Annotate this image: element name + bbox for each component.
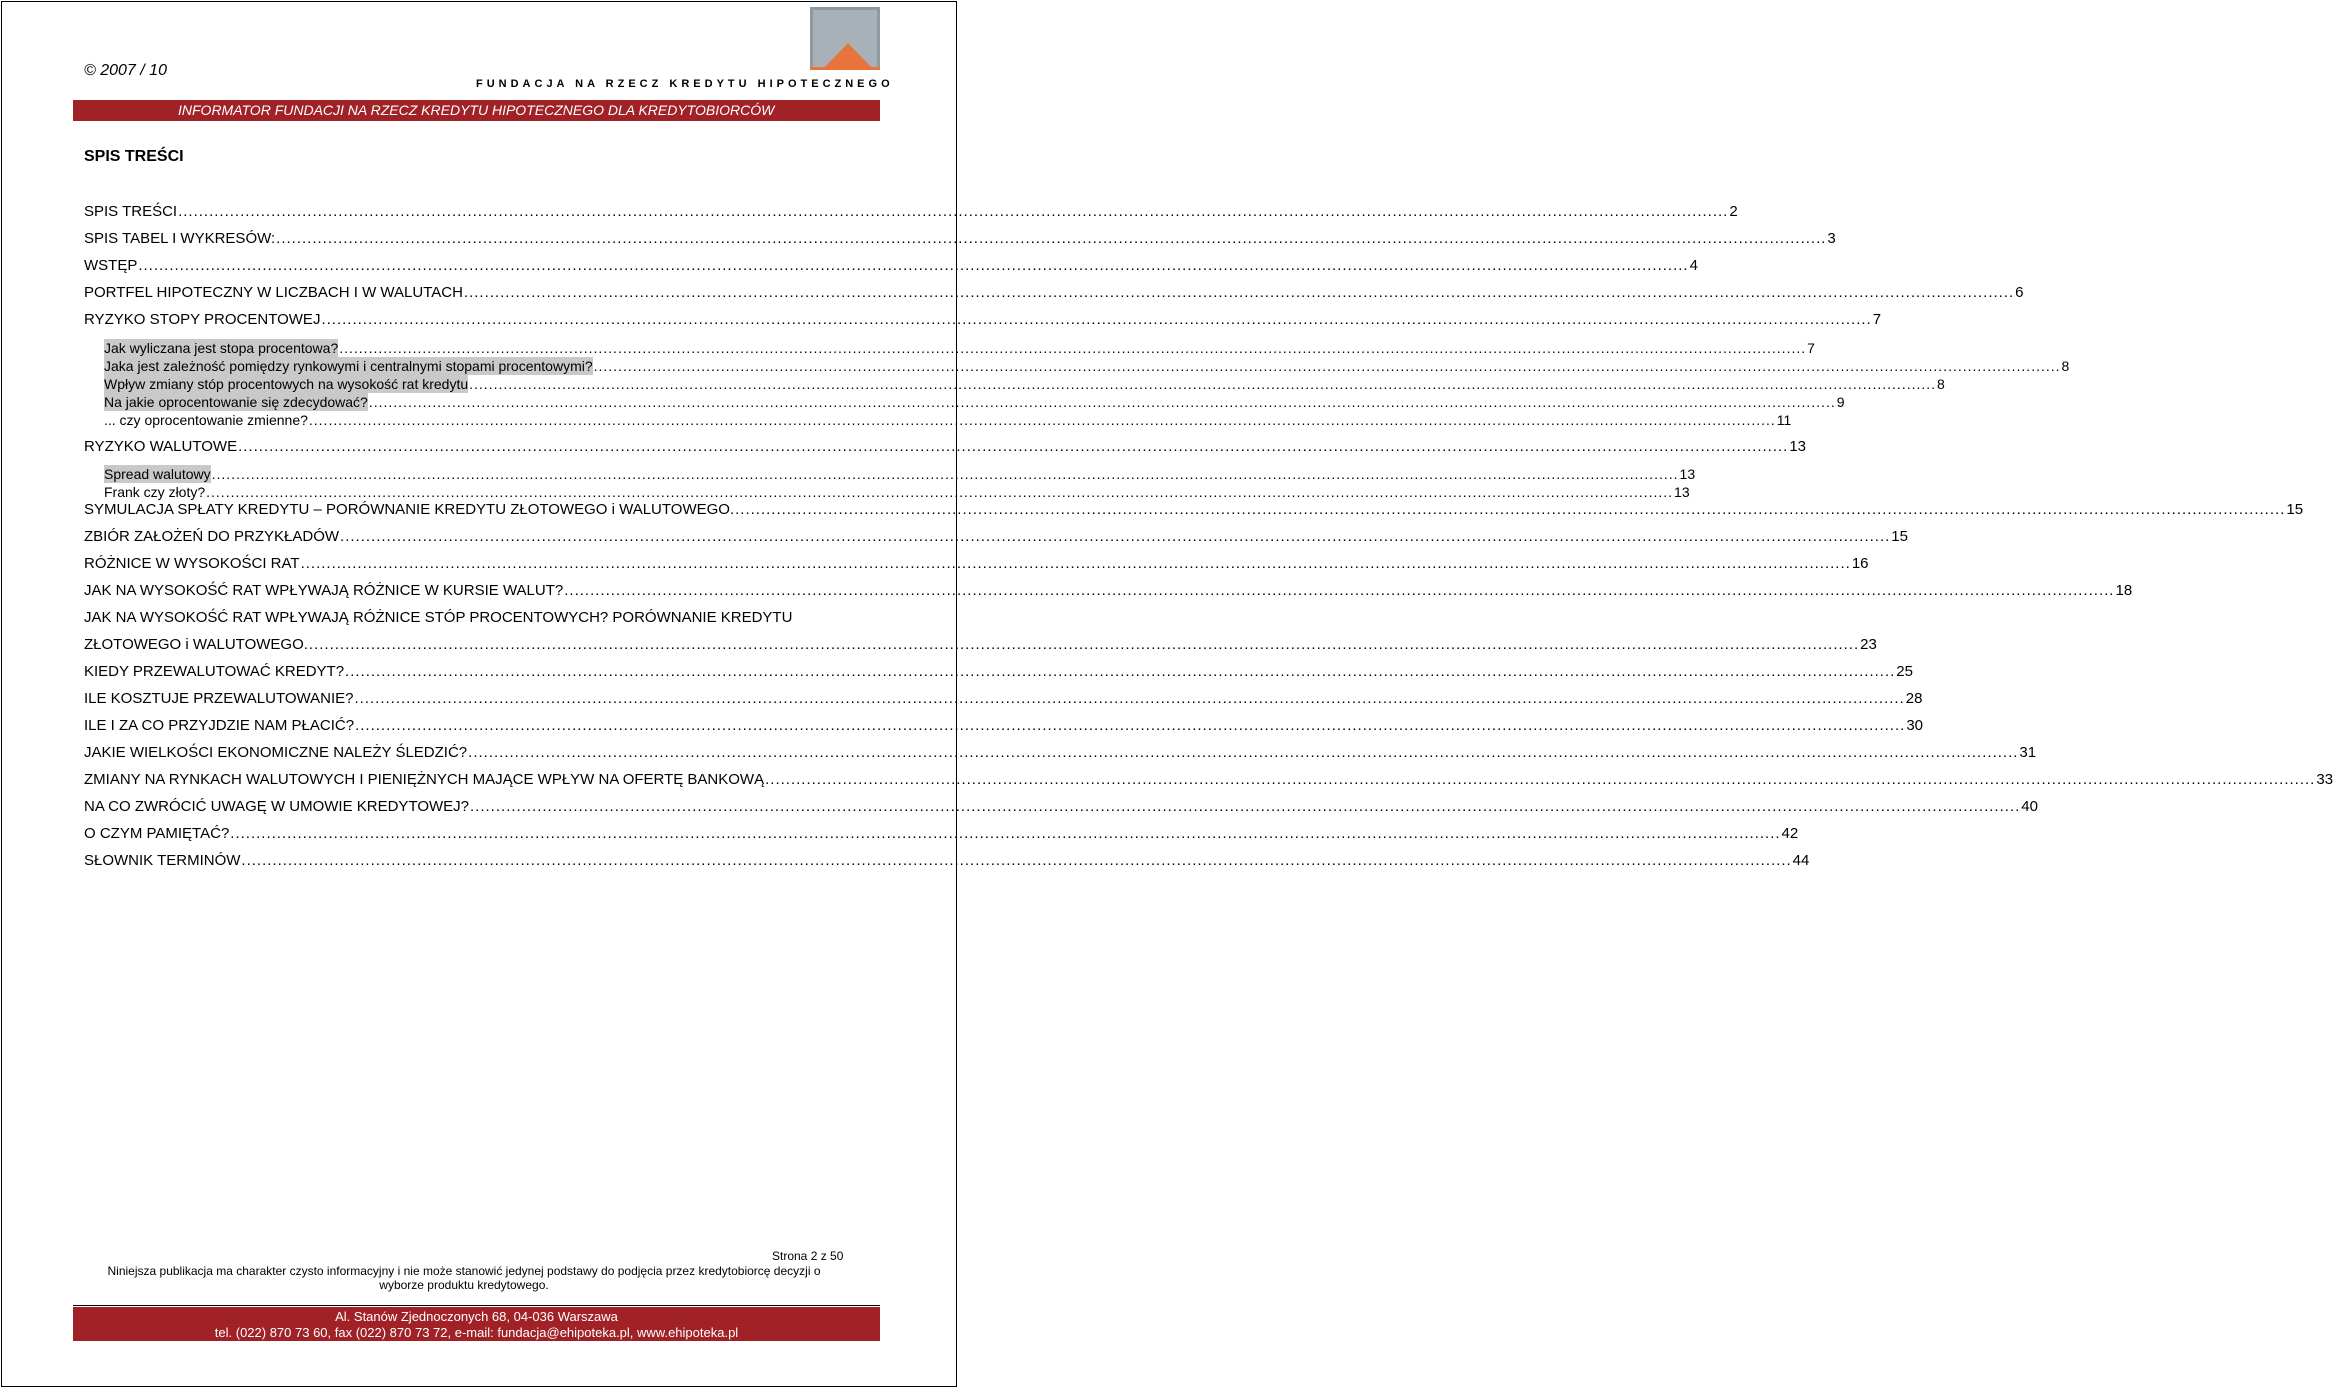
toc-entry[interactable] [84,528,1908,546]
toc-entry[interactable] [84,663,1913,681]
toc-entry[interactable] [84,555,1869,573]
toc-dot-leader: ............................................................................................................................................................................................................................................................................................................ [276,230,1827,247]
toc-entry[interactable] [104,339,1815,357]
toc-entry-title: NA CO ZWRÓCIĆ UWAGĘ W UMOWIE KREDYTOWEJ? [84,798,470,815]
toc-entry-title: Frank czy złoty? [104,484,206,500]
toc-entry[interactable] [84,690,1923,708]
footer-contact: tel. (022) 870 73 60, fax (022) 870 73 72, e-mail: fundacja@ehipoteka.pl, www.ehipoteka.pl [214,1325,739,1340]
toc-entry-title: PORTFEL HIPOTECZNY W LICZBACH I W WALUTACH [84,284,463,301]
toc-entry-page: 16 [1851,555,1869,572]
toc-entry-page: 7 [1872,311,1882,328]
toc-entry-page: 13 [1674,484,1690,500]
toc-dot-leader: ............................................................................................................................................................................................................................................................................................................ [178,203,1729,220]
toc-entry-page: 2 [1729,203,1738,220]
toc-entry-page: 25 [1896,663,1913,680]
toc-entry-title: ILE KOSZTUJE PRZEWALUTOWANIE? [84,690,354,707]
toc-entry-title: SŁOWNIK TERMINÓW [84,852,241,869]
toc-entry-title: ZMIANY NA RYNKACH WALUTOWYCH I PIENIĘŻNYCH MAJĄCE WPŁYW NA OFERTĘ BANKOWĄ [84,771,765,788]
toc-entry-page: 28 [1905,690,1923,707]
toc-entry-page: 3 [1827,230,1836,247]
toc-entry-page: 11 [1776,412,1792,428]
disclaimer: Niniejsza publikacja ma charakter czysto informacyjny i nie może stanowić jedynej podstawy do podjęcia przez kredytobiorcę decyzji o wyborze produktu kredytowego. [107,1264,821,1292]
toc-dot-leader: ............................................................................................................................................................................................................................................................................................................ [339,340,1807,356]
toc-entry-title: Na jakie oprocentowanie się zdecydować? [104,394,368,410]
toc-entry[interactable] [84,852,1810,870]
toc-entry-page: 13 [1679,466,1696,482]
toc-entry-page: 15 [2286,501,2304,518]
toc-entry[interactable] [104,465,1696,483]
toc-entry[interactable] [84,636,1877,654]
footer-banner [73,1307,880,1341]
toc-dot-leader: ............................................................................................................................................................................................................................................................................................................ [593,358,2061,374]
toc-entry-page: 7 [1807,340,1815,356]
toc-entry-title: Wpływ zmiany stóp procentowych na wysokość rat kredytu [104,376,469,392]
page-number: Strona 2 z 50 [772,1249,844,1263]
toc-entry-page: 15 [1891,528,1908,545]
toc-entry-page: 6 [2015,284,2024,301]
toc-entry-title: SPIS TREŚCI [84,203,178,220]
toc-entry-page: 23 [1860,636,1877,653]
toc-entry[interactable] [104,375,1945,393]
toc-entry-title: RÓŻNICE W WYSOKOŚCI RAT [84,555,300,572]
header-banner-text: INFORMATOR FUNDACJI NA RZECZ KREDYTU HIPOTECZNEGO DLA KREDYTOBIORCÓW [178,102,775,118]
toc-dot-leader: ............................................................................................................................................................................................................................................................................................................ [206,484,1674,500]
toc-dot-leader: ............................................................................................................................................................................................................................................................................................................ [463,284,2015,301]
toc-entry-page: 31 [2019,744,2037,761]
toc-entry[interactable] [84,717,1923,735]
toc-dot-leader: ............................................................................................................................................................................................................................................................................................................ [355,717,1906,734]
toc-dot-leader: ............................................................................................................................................................................................................................................................................................................ [211,466,1679,482]
toc-entry-title: SYMULACJA SPŁATY KREDYTU – PORÓWNANIE KREDYTU ZŁOTOWEGO i WALUTOWEGO. [84,501,735,518]
toc-entry-page: 42 [1781,825,1799,842]
toc-entry-title: JAK NA WYSOKOŚĆ RAT WPŁYWAJĄ RÓŻNICE STÓP PROCENTOWYCH? PORÓWNANIE KREDYTU [84,609,793,626]
toc-entry-page: 40 [2021,798,2038,815]
toc-dot-leader: ............................................................................................................................................................................................................................................................................................................ [230,825,1781,842]
toc-entry[interactable] [104,483,1690,501]
footer-address: Al. Stanów Zjednoczonych 68, 04-036 Warszawa [335,1309,618,1324]
toc-entry[interactable] [84,284,2024,302]
toc-entry-title: WSTĘP [84,257,138,274]
toc-entry-title: ZŁOTOWEGO i WALUTOWEGO. [84,636,308,653]
foundation-name: FUNDACJA NA RZECZ KREDYTU HIPOTECZNEGO [476,78,894,90]
toc-entry[interactable] [84,501,2304,519]
toc-dot-leader: ............................................................................................................................................................................................................................................................................................................ [469,376,1937,392]
toc-entry[interactable] [104,393,1845,411]
footer-divider [73,1305,880,1306]
copyright-notice: © 2007 / 10 [84,62,167,79]
toc-entry[interactable] [104,357,2070,375]
toc-dot-leader: ............................................................................................................................................................................................................................................................................................................ [765,771,2316,788]
toc-entry-title: ... czy oprocentowanie zmienne? [104,412,308,428]
toc-dot-leader: ............................................................................................................................................................................................................................................................................................................ [354,690,1905,707]
toc-dot-leader: ............................................................................................................................................................................................................................................................................................................ [345,663,1896,680]
toc-entry[interactable] [84,438,1807,456]
toc-entry-title: RYZYKO WALUTOWE [84,438,238,455]
toc-entry-title: Spread walutowy [104,466,211,482]
toc-dot-leader: ............................................................................................................................................................................................................................................................................................................ [308,636,1860,653]
header-banner [73,100,880,121]
toc-entry-title: ZBIÓR ZAŁOŻEŃ DO PRZYKŁADÓW [84,528,340,545]
toc-dot-leader: ............................................................................................................................................................................................................................................................................................................ [368,394,1836,410]
toc-entry-title: ILE I ZA CO PRZYJDZIE NAM PŁACIĆ? [84,717,355,734]
toc-entry[interactable] [84,744,2037,762]
toc-entry-page: 30 [1906,717,1923,734]
toc-entry-title: SPIS TABEL I WYKRESÓW: [84,230,276,247]
toc-entry-page: 44 [1792,852,1810,869]
toc-dot-leader: ............................................................................................................................................................................................................................................................................................................ [470,798,2021,815]
toc-entry-title: Jak wyliczana jest stopa procentowa? [104,340,339,356]
toc-entry-title: O CZYM PAMIĘTAĆ? [84,825,230,842]
toc-entry[interactable] [84,582,2133,600]
toc-entry-title: JAKIE WIELKOŚCI EKONOMICZNE NALEŻY ŚLEDZIĆ? [84,744,468,761]
toc-entry-page: 4 [1689,257,1698,274]
toc-entry-title: KIEDY PRZEWALUTOWAĆ KREDYT? [84,663,345,680]
toc-dot-leader: ............................................................................................................................................................................................................................................................................................................ [564,582,2115,599]
toc-entry-page: 13 [1789,438,1807,455]
toc-entry[interactable] [84,257,1698,275]
toc-dot-leader: ............................................................................................................................................................................................................................................................................................................ [340,528,1891,545]
toc-entry[interactable] [84,798,2038,816]
toc-entry[interactable] [84,230,1836,248]
toc-entry-page: 33 [2316,771,2333,788]
toc-entry-page: 18 [2115,582,2133,599]
toc-entry[interactable] [84,609,876,627]
logo-icon [810,7,880,70]
toc-dot-leader: ............................................................................................................................................................................................................................................................................................................ [308,412,1776,428]
toc-entry-title: RYZYKO STOPY PROCENTOWEJ [84,311,321,328]
toc-entry-page: 8 [2061,358,2070,374]
toc-entry-page: 8 [1937,376,1945,392]
toc-entry[interactable] [84,825,1799,843]
toc-entry[interactable] [84,311,1882,329]
toc-dot-leader: ............................................................................................................................................................................................................................................................................................................ [735,501,2286,518]
toc-dot-leader: ............................................................................................................................................................................................................................................................................................................ [238,438,1789,455]
toc-title: SPIS TREŚCI [84,148,184,165]
foundation-logo [810,7,880,70]
toc-dot-leader: ............................................................................................................................................................................................................................................................................................................ [300,555,1851,572]
toc-entry[interactable] [104,411,1792,429]
toc-entry[interactable] [84,203,1738,221]
toc-entry-title: Jaka jest zależność pomiędzy rynkowymi i centralnymi stopami procentowymi? [104,358,593,374]
toc-dot-leader: ............................................................................................................................................................................................................................................................................................................ [321,311,1872,328]
toc-entry-title: JAK NA WYSOKOŚĆ RAT WPŁYWAJĄ RÓŻNICE W KURSIE WALUT? [84,582,564,599]
toc-dot-leader: ............................................................................................................................................................................................................................................................................................................ [468,744,2019,761]
toc-dot-leader: ............................................................................................................................................................................................................................................................................................................ [138,257,1689,274]
toc-entry-page: 9 [1836,394,1845,410]
toc-dot-leader: ............................................................................................................................................................................................................................................................................................................ [241,852,1792,869]
toc-entry[interactable] [84,771,2333,789]
